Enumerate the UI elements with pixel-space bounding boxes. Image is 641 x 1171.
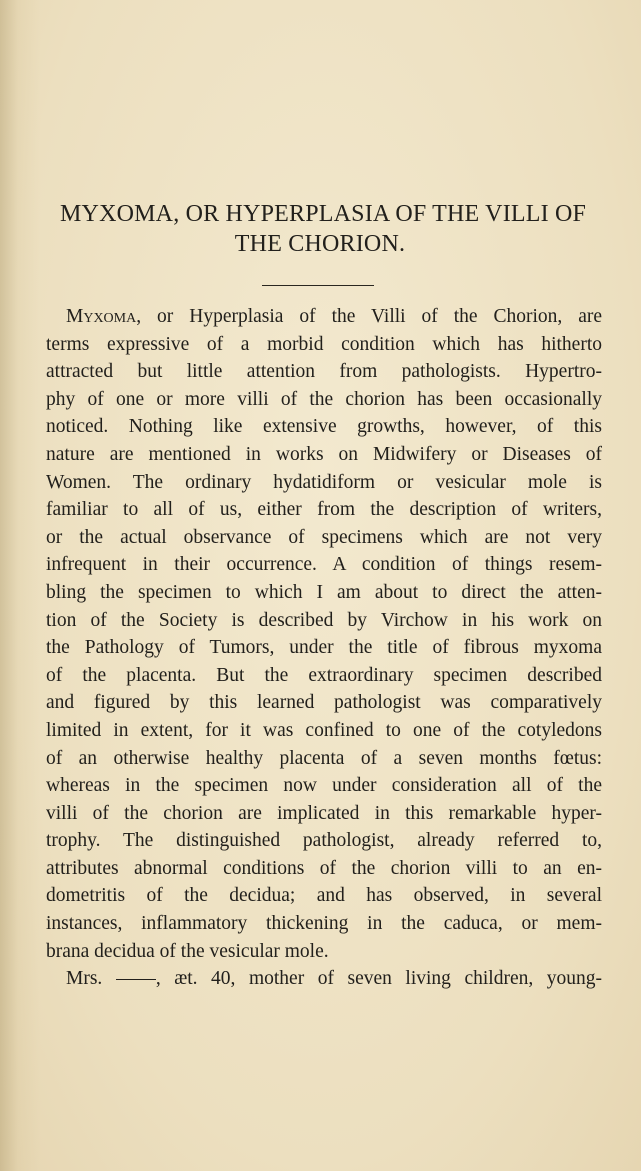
text-line: dometritis of the decidua; and has observed, in several [46, 885, 602, 907]
patient-details: , æt. 40, mother of seven living children, young- [155, 968, 603, 990]
text-line: and figured by this learned pathologist was comparatively [46, 692, 602, 714]
text-line: instances, inflammatory thickening in the caduca, or mem- [46, 913, 602, 935]
text-line: Women. The ordinary hydatidiform or vesicular mole is [46, 471, 602, 493]
patient-prefix: Mrs. [66, 968, 103, 990]
text-line: brana decidua of the vesicular mole. [46, 940, 329, 962]
name-dash [116, 979, 156, 980]
text-line: phy of one or more villi of the chorion has been occasionally [46, 388, 602, 410]
text-line: of an otherwise healthy placenta of a seven months fœtus: [46, 747, 602, 769]
text-line: noticed. Nothing like extensive growths, however, of this [46, 416, 602, 438]
text-line: or the actual observance of specimens which are not very [46, 526, 602, 548]
text-line: limited in extent, for it was confined to one of the cotyledons [46, 719, 602, 741]
text-line: trophy. The distinguished pathologist, already referred to, [46, 830, 602, 852]
text-line: attributes abnormal conditions of the chorion villi to an en- [46, 857, 602, 879]
text-line: of the placenta. But the extraordinary specimen described [46, 664, 602, 686]
lead-word: Myxoma [66, 306, 137, 327]
text-line: terms expressive of a morbid condition which has hitherto [46, 333, 602, 355]
text-line: infrequent in their occurrence. A condition of things resem- [46, 554, 602, 576]
text-line: whereas in the specimen now under consideration all of the [46, 775, 602, 797]
title-rule [262, 285, 374, 286]
text-line: nature are mentioned in works on Midwifery or Diseases of [46, 443, 602, 465]
text-line: the Pathology of Tumors, under the title of fibrous myxoma [46, 637, 602, 659]
body-text [46, 303, 602, 993]
chapter-title-line-2: THE CHORION. [234, 231, 406, 257]
text-line: familiar to all of us, either from the description of writers, [46, 499, 602, 521]
text-line: attracted but little attention from pathologists. Hypertro- [46, 361, 602, 383]
text-line: tion of the Society is described by Virchow in his work on [46, 609, 602, 631]
text-line-rest: , or Hyperplasia of the Villi of the Chorion, are [136, 306, 602, 327]
text-line-paragraph-2 [46, 965, 602, 993]
text-line: villi of the chorion are implicated in this remarkable hyper- [46, 802, 602, 824]
text-line: bling the specimen to which I am about to direct the atten- [46, 581, 602, 603]
chapter-title-line-1: MYXOMA, OR HYPERPLASIA OF THE VILLI OF [60, 201, 587, 227]
text-line [46, 303, 602, 331]
